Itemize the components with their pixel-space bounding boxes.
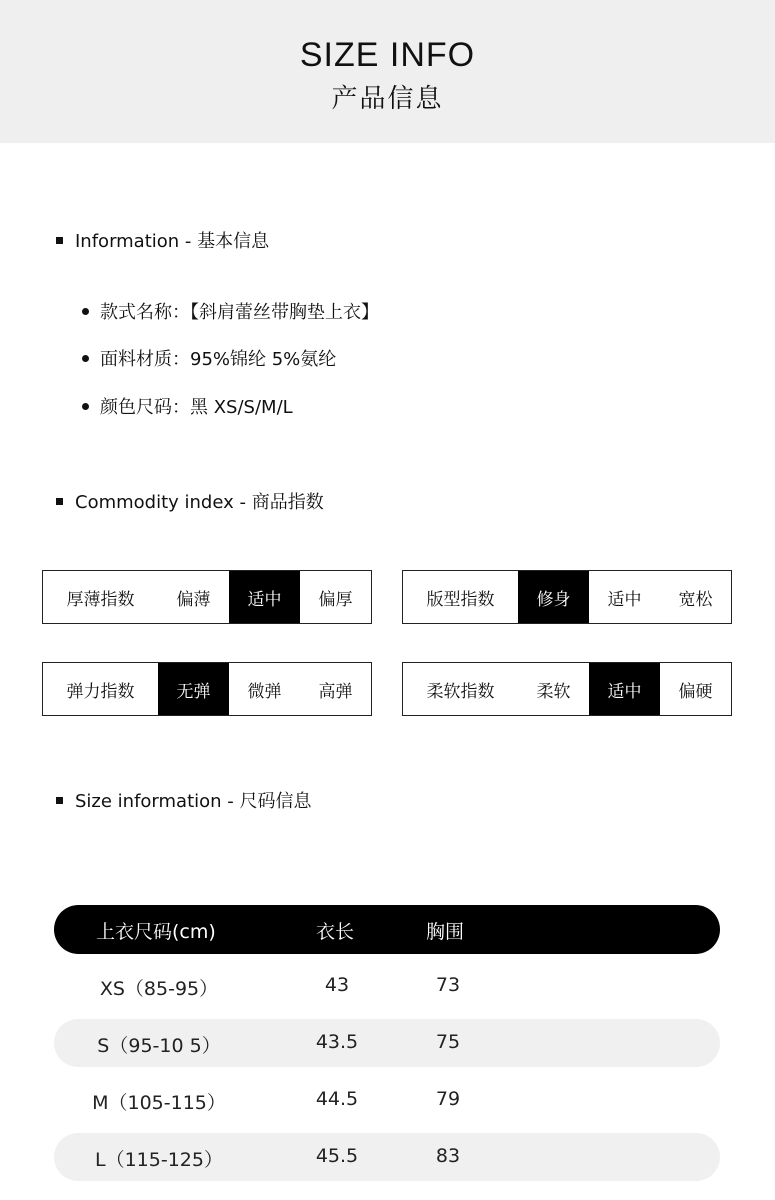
fit-index	[402, 570, 732, 624]
index-option: 宽松	[678, 589, 713, 610]
index-label: 柔软指数	[426, 681, 495, 702]
column-header-bust: 胸围	[426, 921, 465, 943]
information-title: Information - 基本信息	[75, 231, 270, 252]
index-option: 高弹	[318, 681, 353, 702]
bust-cell: 79	[435, 1088, 461, 1110]
dot-bullet-icon	[82, 308, 89, 315]
bust-cell: 73	[435, 974, 461, 996]
index-option-selected: 适中	[589, 663, 660, 715]
index-option: 柔软	[536, 681, 571, 702]
index-option-selected: 无弹	[158, 663, 229, 715]
index-option: 偏薄	[176, 589, 211, 610]
info-item-fabric	[82, 345, 336, 371]
length-cell: 45.5	[315, 1145, 359, 1167]
index-option-selected: 适中	[229, 571, 300, 623]
index-option: 偏厚	[318, 589, 353, 610]
page-header	[0, 0, 775, 143]
size-cell: XS（85-95）	[99, 978, 219, 1000]
length-cell: 44.5	[315, 1088, 359, 1110]
commodity-title: Commodity index - 商品指数	[75, 492, 324, 513]
index-label: 弹力指数	[66, 681, 135, 702]
thickness-index	[42, 570, 372, 624]
dot-bullet-icon	[82, 403, 89, 410]
size-cell: M（105-115）	[92, 1092, 226, 1114]
page-title: SIZE INFO	[299, 36, 476, 74]
size-info-title: Size information - 尺码信息	[75, 791, 312, 812]
size-cell: S（95-10 5）	[97, 1035, 221, 1057]
softness-index	[402, 662, 732, 716]
column-header-size: 上衣尺码(cm)	[96, 921, 216, 943]
column-header-length: 衣长	[316, 921, 355, 943]
index-option: 适中	[607, 589, 642, 610]
index-label: 厚薄指数	[66, 589, 135, 610]
index-option: 偏硬	[678, 681, 713, 702]
info-item-text: 款式名称：【斜肩蕾丝带胸垫上衣】	[100, 302, 379, 323]
index-option-selected: 修身	[518, 571, 589, 623]
index-label: 版型指数	[426, 589, 495, 610]
square-bullet-icon	[56, 797, 63, 804]
commodity-heading	[56, 489, 324, 513]
size-info-heading	[56, 788, 312, 812]
elasticity-index	[42, 662, 372, 716]
page-subtitle: 产品信息	[331, 84, 444, 114]
length-cell: 43.5	[315, 1031, 359, 1053]
size-table-header	[54, 905, 720, 954]
information-heading	[56, 228, 269, 252]
info-item-style-name	[82, 298, 379, 324]
square-bullet-icon	[56, 498, 63, 505]
bust-cell: 83	[435, 1145, 461, 1167]
index-option: 微弹	[247, 681, 282, 702]
bust-cell: 75	[435, 1031, 461, 1053]
length-cell: 43	[324, 974, 350, 996]
size-cell: L（115-125）	[95, 1149, 223, 1171]
info-item-text: 颜色尺码：黑 XS/S/M/L	[100, 397, 293, 418]
info-item-color-size	[82, 393, 293, 419]
dot-bullet-icon	[82, 355, 89, 362]
info-item-text: 面料材质：95%锦纶 5%氨纶	[100, 349, 337, 370]
square-bullet-icon	[56, 237, 63, 244]
